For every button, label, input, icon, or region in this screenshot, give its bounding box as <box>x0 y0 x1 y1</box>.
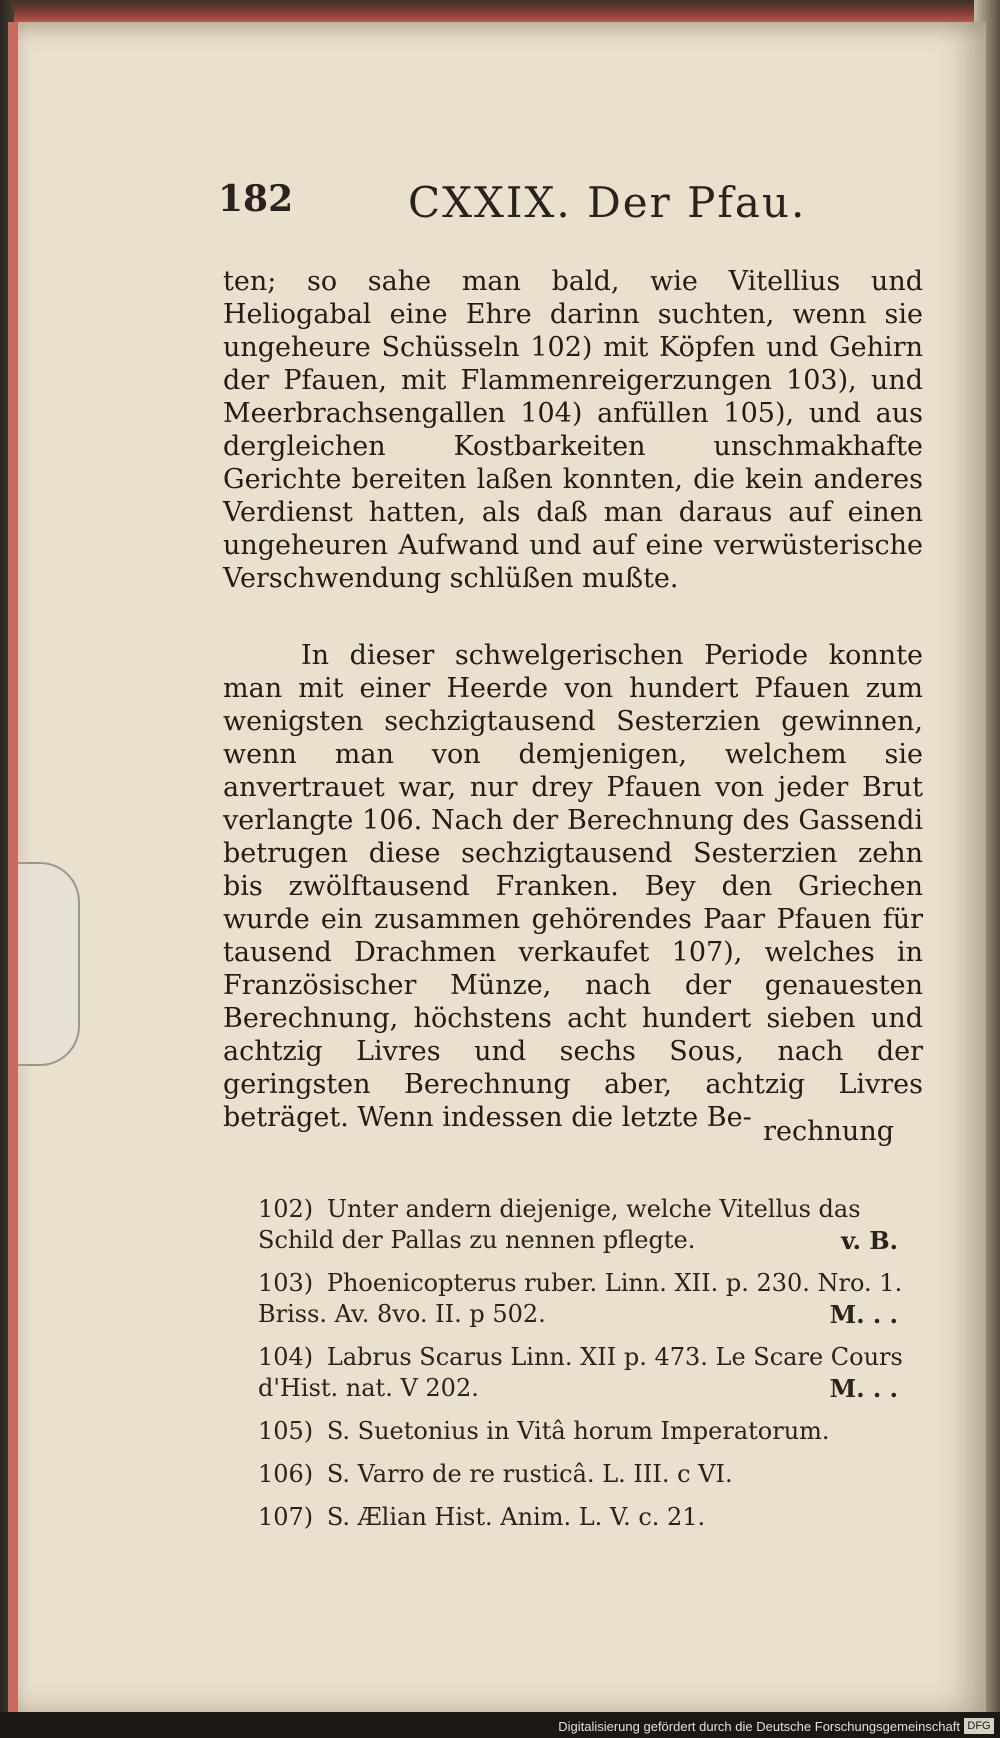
footnote-text: Labrus Scarus Linn. XII p. 473. Le Scare Cours d'Hist. nat. V 202. <box>258 1343 903 1402</box>
footnote-signature: M. . . <box>829 1374 898 1403</box>
footnote <box>258 1268 928 1330</box>
footnote-number: 104) <box>258 1343 314 1371</box>
footnote-number: 105) <box>258 1417 314 1445</box>
paragraph-1: ten; so sahe man bald, wie Vitellius und Heliogabal eine Ehre darinn suchten, wenn sie ungeheure Schüsseln 102) mit Köpfen und Gehirn der Pfauen, mit Flammenreigerzungen 103), und Meerbrachsengallen 104) anfüllen 105), und aus dergleichen Kostbarkeiten unschmakhafte Gerichte bereiten laßen konnten, die kein anderes Verdienst hatten, als daß man daraus auf einen ungeheuren Aufwand und auf eine verwüsterische Verschwendung schlüßen mußte. <box>223 266 923 594</box>
dfg-logo: DFG <box>964 1718 994 1734</box>
book-page <box>8 22 986 1712</box>
catchword: rechnung <box>763 1116 894 1147</box>
running-title: CXXIX. Der Pfau. <box>408 178 807 227</box>
footnote <box>258 1459 928 1490</box>
footer-bar <box>0 1712 1000 1738</box>
page-clip <box>18 862 80 1066</box>
paragraph-2: In dieser schwelgerischen Periode konnte man mit einer Heerde von hundert Pfauen zum wenigsten sechzigtausend Sesterzien gewinnen, wenn man von demjenigen, welchem sie anvertrauet war, nur drey Pfauen von jeder Brut verlangte 106. Nach der Berechnung des Gassendi betrugen diese sechzigtausend Sesterzien zehn bis zwölftausend Franken. Bey den Griechen wurde ein zusammen gehörendes Paar Pfauen für tausend Drachmen verkaufet 107), welches in Französischer Münze, nach der genauesten Berechnung, höchstens acht hundert sieben und achtzig Livres und sechs Sous, nach der geringsten Berechnung aber, achtzig Livres beträget. Wenn indessen die letzte Be- <box>223 640 923 1133</box>
footnote-number: 107) <box>258 1503 314 1531</box>
page-number: 182 <box>218 178 294 220</box>
footnote-signature: M. . . <box>829 1300 898 1329</box>
footnote-text: S. Varro de re rusticâ. L. III. c VI. <box>326 1460 733 1488</box>
footnote <box>258 1342 928 1404</box>
footnote <box>258 1416 928 1447</box>
footnote-number: 103) <box>258 1269 314 1297</box>
footnote-text: Phoenicopterus ruber. Linn. XII. p. 230. Nro. 1. Briss. Av. 8vo. II. p 502. <box>258 1269 903 1328</box>
footer-credit: Digitalisierung gefördert durch die Deutsche Forschungsgemeinschaft <box>558 1719 960 1734</box>
book-top-edge <box>0 0 1000 22</box>
footnote-text: Unter andern diejenige, welche Vitellus das Schild der Pallas zu nennen pflegte. <box>258 1195 861 1254</box>
footnote-number: 102) <box>258 1195 314 1223</box>
footnote <box>258 1194 928 1256</box>
page-header <box>218 162 918 232</box>
footnotes <box>258 1194 928 1545</box>
footnote <box>258 1502 928 1533</box>
footnote-signature: v. B. <box>841 1226 898 1255</box>
footnote-text: S. Ælian Hist. Anim. L. V. c. 21. <box>326 1503 706 1531</box>
footnote-text: S. Suetonius in Vitâ horum Imperatorum. <box>326 1417 830 1445</box>
footnote-number: 106) <box>258 1460 314 1488</box>
